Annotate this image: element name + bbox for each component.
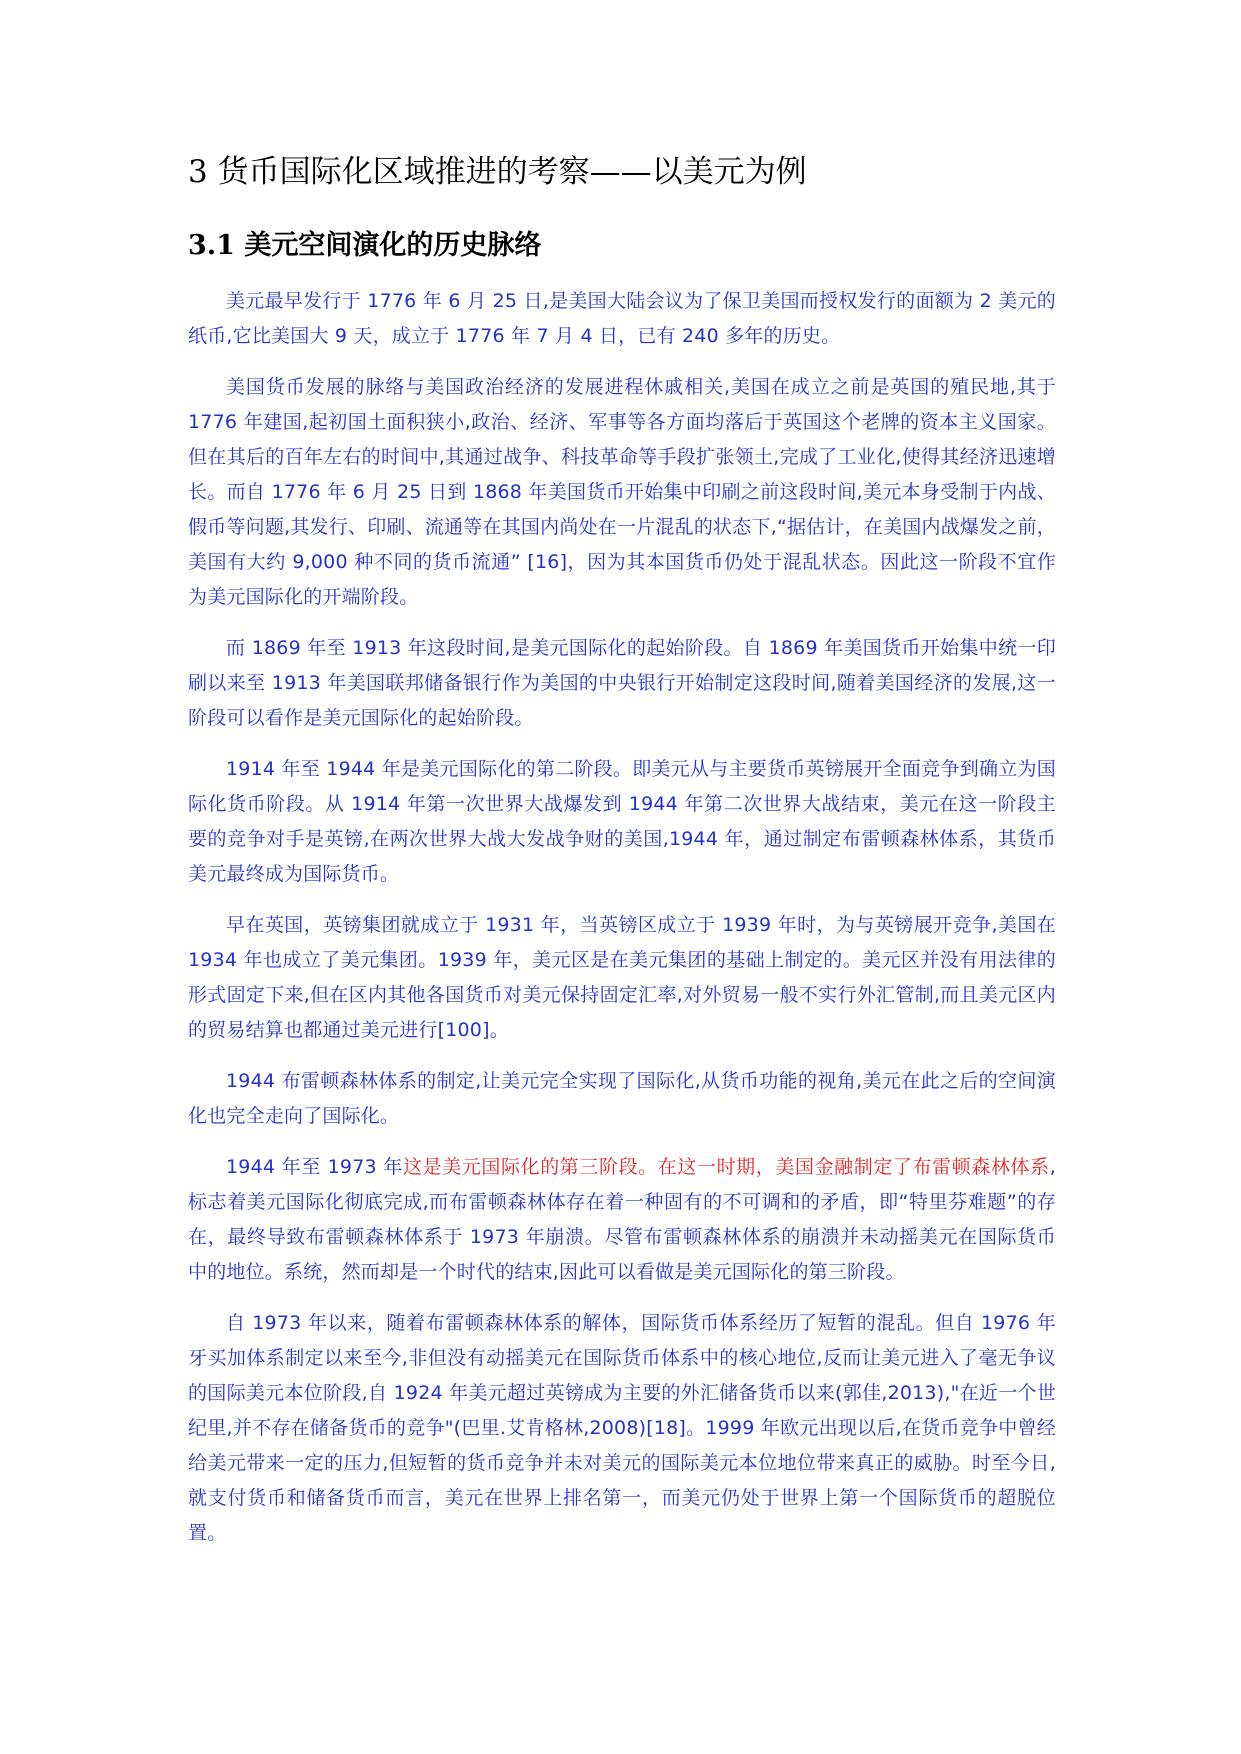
section-title: 3.1 美元空间演化的历史脉络 bbox=[188, 230, 542, 261]
paragraph-4: 1914 年至 1944 年是美元国际化的第二阶段。即美元从与主要货币英镑展开全面竞争到确立为国际化货币阶段。从 1914 年第一次世界大战爆发到 1944 年第二次世界大战结束，美元在这一阶段主要的竞争对手是英镑,在两次世界大战大发战争财的美国,1944 年，通过制定布雷顿森林体系，其货币美元最终成为国际货币。 bbox=[188, 758, 1056, 885]
paragraph-8: 自 1973 年以来，随着布雷顿森林体系的解体，国际货币体系经历了短暂的混乱。但自 1976 年牙买加体系制定以来至今,非但没有动摇美元在国际货币体系中的核心地位,反而让美元进入了毫无争议的国际美元本位阶段,自 1924 年美元超过英镑成为主要的外汇储备货币以来(郭佳,2013),"在近一个世纪里,并不存在储备货币的竞争"(巴里.艾肯格林,2008)[18]。1999 年欧元出现以后,在货币竞争中曾经给美元带来一定的压力,但短暂的货币竞争并未对美元的国际美元本位地位带来真正的威胁。时至今日,就支付货币和储备货币而言，美元在世界上排名第一，而美元仍处于世界上第一个国际货币的超脱位置。 bbox=[188, 1312, 1056, 1544]
paragraph-7-rest: ,标志着美元国际化彻底完成,而布雷顿森林体存在着一种固有的不可调和的矛盾，即“特里芬难题”的存在，最终导致布雷顿森林体系于 1973 年崩溃。尽管布雷顿森林体系的崩溃并未动摇美元在国际货币中的地位。系统，然而却是一个时代的结束,因此可以看做是美元国际化的第三阶段。 bbox=[188, 1156, 1056, 1283]
document-body bbox=[188, 284, 1056, 1567]
chapter-title: 3 货币国际化区域推进的考察——以美元为例 bbox=[188, 154, 807, 190]
paragraph-3: 而 1869 年至 1913 年这段时间,是美元国际化的起始阶段。自 1869 年美国货币开始集中统一印刷以来至 1913 年美国联邦储备银行作为美国的中央银行开始制定这段时间,随着美国经济的发展,这一阶段可以看作是美元国际化的起始阶段。 bbox=[188, 637, 1056, 729]
paragraph-7-lead: 1944 年至 1973 年 bbox=[226, 1156, 404, 1178]
paragraph-5: 早在英国，英镑集团就成立于 1931 年，当英镑区成立于 1939 年时，为与英镑展开竞争,美国在 1934 年也成立了美元集团。1939 年，美元区是在美元集团的基础上制定的。美元区并没有用法律的形式固定下来,但在区内其他各国货币对美元保持固定汇率,对外贸易一般不实行外汇管制,而且美元区内的贸易结算也都通过美元进行[100]。 bbox=[188, 914, 1056, 1041]
paragraph-7 bbox=[188, 1150, 1056, 1290]
highlighted-text: 这是美元国际化的第三阶段。在这一时期，美国金融制定了布雷顿森林体系 bbox=[403, 1156, 1050, 1178]
paragraph-2: 美国货币发展的脉络与美国政治经济的发展进程休戚相关,美国在成立之前是英国的殖民地,其于 1776 年建国,起初国土面积狭小,政治、经济、军事等各方面均落后于英国这个老牌的资本主义国家。但在其后的百年左右的时间中,其通过战争、科技革命等手段扩张领土,完成了工业化,使得其经济迅速增长。而自 1776 年 6 月 25 日到 1868 年美国货币开始集中印刷之前这段时间,美元本身受制于内战、假币等问题,其发行、印刷、流通等在其国内尚处在一片混乱的状态下,“据估计，在美国内战爆发之前，美国有大约 9,000 种不同的货币流通” [16]，因为其本国货币仍处于混乱状态。因此这一阶段不宜作为美元国际化的开端阶段。 bbox=[188, 376, 1056, 608]
paragraph-6: 1944 布雷顿森林体系的制定,让美元完全实现了国际化,从货币功能的视角,美元在此之后的空间演化也完全走向了国际化。 bbox=[188, 1070, 1056, 1127]
paragraph-1: 美元最早发行于 1776 年 6 月 25 日,是美国大陆会议为了保卫美国而授权发行的面额为 2 美元的纸币,它比美国大 9 天，成立于 1776 年 7 月 4 日，已有 240 多年的历史。 bbox=[188, 290, 1056, 347]
